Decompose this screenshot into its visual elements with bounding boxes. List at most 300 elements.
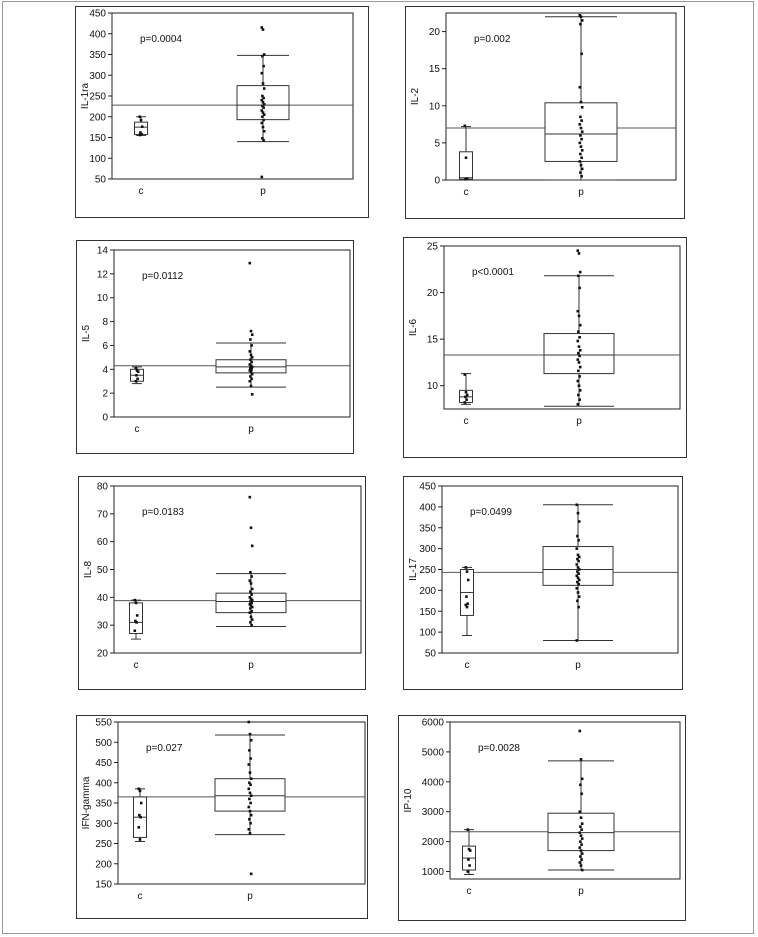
data-point	[579, 142, 582, 145]
data-point	[262, 106, 265, 109]
data-point	[249, 375, 252, 378]
data-point	[578, 355, 581, 358]
data-point	[249, 571, 252, 574]
data-point	[249, 810, 252, 813]
data-point	[581, 822, 584, 825]
y-tick-label: 20	[426, 288, 438, 300]
y-tick-label: 14	[96, 245, 108, 257]
y-axis-label-il-2: IL-2	[410, 87, 421, 106]
y-tick-label: 8	[102, 317, 108, 329]
data-point	[263, 87, 266, 90]
y-tick-label: 6000	[421, 717, 444, 729]
panel-il-5	[76, 240, 354, 454]
data-point	[581, 168, 584, 171]
data-point	[467, 858, 470, 861]
boxplot-il-1ra	[76, 7, 370, 219]
data-point	[250, 794, 253, 797]
data-point	[578, 252, 581, 255]
data-point	[580, 792, 583, 795]
data-point	[250, 739, 253, 742]
y-tick-label: 15	[428, 64, 440, 76]
data-point	[580, 145, 583, 148]
data-point	[579, 160, 582, 163]
data-point	[136, 378, 139, 381]
data-point	[250, 370, 253, 373]
y-tick-label: 2000	[421, 837, 444, 849]
data-point	[464, 401, 467, 404]
data-point	[579, 861, 582, 864]
data-point	[250, 575, 253, 578]
data-point	[250, 344, 253, 347]
data-point	[249, 783, 252, 786]
data-point	[139, 816, 142, 819]
data-point	[261, 55, 264, 58]
data-point	[579, 366, 582, 369]
y-tick-label: 25	[426, 241, 438, 253]
panel-ip-10	[398, 715, 686, 921]
data-point	[579, 389, 582, 392]
p-value-annotation: p=0.0112	[142, 271, 184, 282]
y-axis-label-il-1ra: IL-1ra	[80, 82, 91, 110]
data-point	[581, 869, 584, 872]
data-point	[576, 587, 579, 590]
data-point	[466, 570, 469, 573]
data-point	[250, 624, 253, 627]
data-point	[579, 123, 582, 126]
y-tick-label: 200	[95, 859, 112, 871]
data-point	[579, 153, 582, 156]
y-axis-label-il-5: IL-5	[81, 324, 92, 343]
data-point	[577, 310, 580, 313]
data-point	[248, 788, 251, 791]
data-point	[249, 350, 252, 353]
data-point	[576, 535, 579, 538]
y-tick-label: 250	[95, 839, 112, 850]
data-point	[577, 330, 580, 333]
data-point	[250, 814, 253, 817]
y-tick-label: 300	[89, 70, 106, 82]
y-tick-label: 0	[434, 175, 440, 187]
y-tick-label: 15	[426, 334, 438, 346]
data-point	[249, 832, 252, 835]
data-point	[578, 287, 581, 290]
data-point	[262, 126, 265, 129]
y-axis-label-il-8: IL-8	[83, 560, 94, 579]
y-tick-label: 200	[89, 112, 106, 124]
data-point	[251, 545, 254, 548]
data-point	[250, 616, 253, 619]
data-point	[579, 86, 582, 89]
data-point	[576, 503, 579, 506]
data-point	[250, 385, 253, 388]
y-tick-label: 450	[419, 481, 436, 493]
data-point	[249, 771, 252, 774]
y-tick-label: 20	[428, 27, 440, 39]
data-point	[262, 119, 265, 122]
y-tick-label: 450	[95, 758, 112, 769]
y-tick-label: 550	[95, 717, 112, 729]
data-point	[262, 139, 265, 142]
y-tick-label: 300	[95, 818, 112, 830]
data-point	[261, 115, 264, 118]
p-value-annotation: p=0.0499	[470, 507, 512, 518]
data-point	[580, 843, 583, 846]
y-tick-label: 50	[424, 648, 436, 660]
data-point	[465, 398, 468, 401]
data-point	[578, 398, 581, 401]
x-tick-label-p: p	[578, 886, 584, 897]
y-tick-label: 0	[102, 412, 108, 424]
y-tick-label: 70	[96, 509, 108, 521]
data-point	[249, 338, 252, 341]
y-tick-label: 5000	[421, 747, 444, 759]
data-point	[577, 403, 580, 406]
y-tick-label: 50	[96, 565, 108, 576]
data-point	[138, 826, 141, 829]
y-tick-label: 4	[102, 364, 108, 376]
y-tick-label: 350	[89, 50, 106, 61]
data-point	[580, 53, 583, 56]
data-point	[469, 849, 472, 852]
data-point	[580, 119, 583, 122]
data-point	[251, 393, 254, 396]
x-tick-label-p: p	[575, 660, 581, 671]
data-point	[580, 758, 583, 761]
data-point	[251, 333, 254, 336]
data-point	[468, 864, 471, 867]
data-point	[139, 115, 142, 118]
data-point	[578, 595, 581, 598]
x-tick-label-p: p	[260, 186, 266, 197]
y-tick-label: 150	[95, 879, 112, 891]
data-point	[580, 164, 583, 167]
data-point	[250, 378, 253, 381]
data-point	[581, 778, 584, 781]
boxplot-il-5	[77, 241, 355, 455]
data-point	[578, 520, 581, 523]
data-point	[577, 370, 580, 373]
boxplot-ifn-gamma	[77, 716, 369, 920]
data-point	[578, 361, 581, 364]
data-point	[577, 591, 580, 594]
data-point	[251, 618, 254, 621]
y-tick-label: 1000	[421, 867, 444, 879]
data-point	[465, 391, 468, 394]
p-value-annotation: p<0.0001	[472, 267, 514, 278]
data-point	[578, 384, 581, 387]
data-point	[579, 831, 582, 834]
data-point	[578, 375, 581, 378]
data-point	[249, 802, 252, 805]
boxplot-il-2	[406, 7, 686, 220]
x-tick-label-p: p	[247, 891, 253, 902]
data-point	[577, 606, 580, 609]
data-point	[134, 629, 137, 632]
y-tick-label: 5	[434, 138, 440, 150]
panel-il-6	[403, 237, 687, 458]
data-point	[467, 870, 470, 873]
data-point	[580, 156, 583, 159]
data-point	[576, 563, 579, 566]
data-point	[579, 810, 582, 813]
data-point	[261, 72, 264, 75]
data-point	[580, 828, 583, 831]
y-tick-label: 60	[96, 537, 108, 549]
data-point	[249, 757, 252, 760]
y-axis-label-ip-10: IP-10	[403, 788, 414, 813]
x-tick-label-c: c	[138, 186, 144, 197]
data-point	[581, 149, 584, 152]
data-point	[580, 138, 583, 141]
data-point	[579, 171, 582, 174]
y-tick-label: 300	[419, 544, 436, 556]
y-tick-label: 20	[96, 648, 108, 660]
data-point	[137, 370, 140, 373]
data-point	[140, 802, 143, 805]
data-point	[579, 116, 582, 119]
data-point	[577, 340, 580, 343]
data-point	[249, 590, 252, 593]
data-point	[580, 15, 583, 18]
box-c	[131, 367, 144, 384]
data-point	[249, 611, 252, 614]
boxplot-il-8	[79, 477, 367, 691]
data-point	[249, 792, 252, 795]
x-tick-label-c: c	[134, 424, 140, 435]
data-point	[577, 512, 580, 515]
y-tick-label: 150	[419, 606, 436, 618]
data-point	[579, 271, 582, 274]
data-point	[249, 733, 252, 736]
y-tick-label: 10	[428, 101, 440, 113]
x-tick-label-c: c	[466, 886, 472, 897]
iqr-box	[460, 152, 473, 179]
y-tick-label: 30	[96, 620, 108, 632]
data-point	[134, 599, 137, 602]
y-tick-label: 4000	[421, 777, 444, 789]
data-point	[251, 588, 254, 591]
p-value-annotation: p=0.0028	[478, 743, 520, 754]
data-point	[464, 396, 467, 399]
data-point	[250, 777, 253, 780]
data-point	[465, 566, 468, 569]
data-point	[251, 356, 254, 359]
data-point	[261, 176, 264, 179]
p-value-annotation: p=0.0183	[142, 507, 184, 518]
data-point	[262, 82, 265, 85]
y-tick-label: 80	[96, 481, 108, 493]
data-point	[465, 156, 468, 159]
data-point	[576, 600, 579, 603]
data-point	[135, 621, 138, 624]
data-point	[578, 345, 581, 348]
data-point	[248, 818, 251, 821]
data-point	[251, 373, 254, 376]
y-tick-label: 50	[94, 174, 106, 186]
data-point	[581, 852, 584, 855]
data-point	[140, 119, 143, 122]
y-tick-label: 6	[102, 340, 108, 352]
data-point	[250, 354, 253, 357]
data-point	[467, 828, 470, 831]
data-point	[579, 730, 582, 733]
p-value-annotation: p=0.027	[146, 743, 183, 754]
x-tick-label-c: c	[133, 660, 139, 671]
p-value-annotation: p=0.002	[474, 34, 511, 45]
boxplot-il-6	[404, 238, 688, 459]
x-tick-label-p: p	[578, 187, 584, 198]
data-point	[249, 579, 252, 582]
x-tick-label-p: p	[248, 660, 254, 671]
y-axis-label-ifn-gamma: IFN-gamma	[81, 776, 92, 830]
data-point	[248, 763, 251, 766]
data-point	[580, 816, 583, 819]
data-point	[579, 846, 582, 849]
data-point	[577, 539, 580, 542]
panel-ifn-gamma	[76, 715, 368, 919]
data-point	[263, 130, 266, 133]
data-point	[579, 784, 582, 787]
data-point	[248, 806, 251, 809]
iqr-box	[130, 603, 143, 634]
data-point	[579, 825, 582, 828]
data-point	[249, 607, 252, 610]
data-point	[465, 595, 468, 598]
data-point	[464, 125, 467, 128]
y-tick-label: 400	[95, 778, 112, 790]
y-tick-label: 500	[95, 737, 112, 749]
data-point	[135, 380, 138, 383]
data-point	[580, 858, 583, 861]
y-tick-label: 10	[96, 293, 108, 305]
data-point	[139, 134, 142, 137]
y-axis-label-il-6: IL-6	[408, 318, 419, 337]
boxplot-ip-10	[399, 716, 687, 922]
y-tick-label: 100	[89, 153, 106, 165]
data-point	[135, 367, 138, 370]
data-point	[581, 130, 584, 133]
data-point	[249, 262, 252, 265]
data-point	[580, 101, 583, 104]
data-point	[580, 864, 583, 867]
data-point	[262, 28, 265, 31]
data-point	[136, 614, 139, 617]
data-point	[576, 547, 579, 550]
y-tick-label: 350	[419, 523, 436, 535]
y-axis-label-il-17: IL-17	[408, 558, 419, 581]
y-tick-label: 350	[95, 798, 112, 810]
x-tick-label-p: p	[576, 416, 582, 427]
data-point	[248, 749, 251, 752]
data-point	[249, 380, 252, 383]
panel-il-1ra	[75, 6, 369, 218]
data-point	[580, 127, 583, 130]
panel-il-2	[405, 6, 685, 219]
data-point	[464, 373, 467, 376]
data-point	[577, 358, 580, 361]
data-point	[577, 583, 580, 586]
data-point	[577, 560, 580, 563]
data-point	[577, 249, 580, 252]
y-tick-label: 200	[419, 585, 436, 597]
y-tick-label: 250	[419, 565, 436, 576]
data-point	[139, 838, 142, 841]
data-point	[579, 23, 582, 26]
data-point	[249, 358, 252, 361]
boxplot-il-17	[404, 477, 684, 691]
data-point	[577, 352, 580, 355]
data-point	[141, 125, 144, 128]
y-tick-label: 150	[89, 133, 106, 144]
data-point	[248, 828, 251, 831]
data-point	[579, 349, 582, 352]
y-tick-label: 40	[96, 592, 108, 604]
data-point	[250, 526, 253, 529]
data-point	[466, 606, 469, 609]
data-point	[250, 330, 253, 333]
data-point	[581, 837, 584, 840]
data-point	[464, 178, 467, 181]
data-point	[250, 593, 253, 596]
data-point	[580, 175, 583, 178]
data-point	[262, 65, 265, 68]
x-tick-label-c: c	[464, 660, 470, 671]
data-point	[579, 134, 582, 137]
data-point	[577, 275, 580, 278]
y-tick-label: 3000	[421, 807, 444, 819]
data-point	[249, 822, 252, 825]
x-tick-label-c: c	[463, 416, 469, 427]
data-point	[249, 621, 252, 624]
y-tick-label: 400	[419, 502, 436, 514]
data-point	[135, 374, 138, 377]
data-point	[261, 122, 264, 125]
y-tick-label: 250	[89, 91, 106, 103]
data-point	[577, 380, 580, 383]
data-point	[139, 790, 142, 793]
data-point	[579, 840, 582, 843]
data-point	[248, 721, 251, 724]
data-point	[249, 496, 252, 499]
x-tick-label-c: c	[137, 891, 143, 902]
data-point	[250, 582, 253, 585]
p-value-annotation: p=0.0004	[140, 34, 182, 45]
data-point	[250, 361, 253, 364]
data-point	[580, 834, 583, 837]
data-point	[578, 315, 581, 318]
x-tick-label-c: c	[463, 187, 469, 198]
box-c	[130, 599, 143, 639]
y-tick-label: 12	[96, 269, 108, 281]
y-tick-label: 10	[426, 381, 438, 393]
y-tick-label: 100	[419, 627, 436, 639]
data-point	[576, 639, 579, 642]
data-point	[135, 602, 138, 605]
data-point	[467, 579, 470, 582]
y-tick-label: 450	[89, 8, 106, 20]
data-point	[580, 849, 583, 852]
data-point	[581, 106, 584, 109]
panel-il-8	[78, 476, 366, 690]
data-point	[578, 336, 581, 339]
x-tick-label-p: p	[248, 424, 254, 435]
data-point	[579, 855, 582, 858]
data-point	[248, 798, 251, 801]
panel-il-17	[403, 476, 683, 690]
y-tick-label: 2	[102, 388, 108, 400]
data-point	[250, 873, 253, 876]
data-point	[579, 324, 582, 327]
